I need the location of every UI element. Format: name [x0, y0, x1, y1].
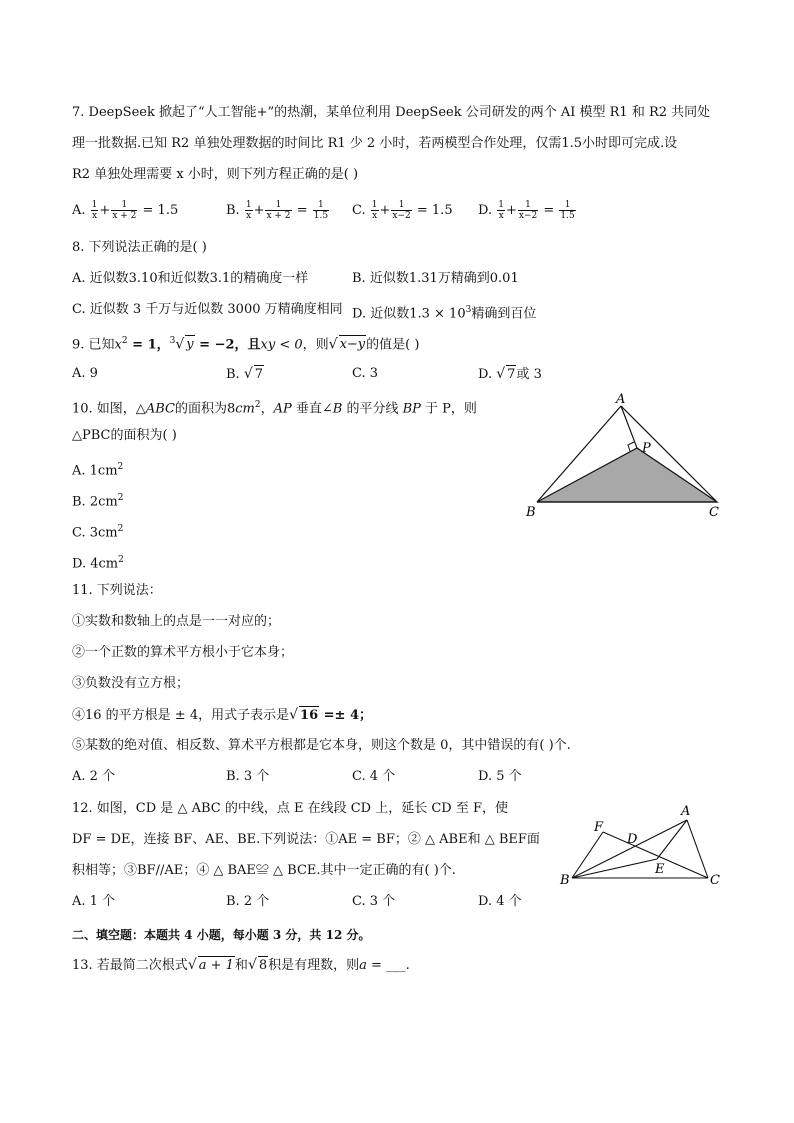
side-ac — [687, 820, 708, 878]
side-ab — [572, 820, 687, 878]
q11-option-c[interactable]: C. 4 个 — [352, 769, 396, 784]
label-d: D — [627, 832, 638, 847]
q8-option-c[interactable]: C. 近似数 3 千万与近似数 3000 万精确度相同 — [72, 302, 343, 317]
q9-option-d[interactable]: D. √ 7或 3 — [478, 366, 542, 382]
segment-ae — [657, 820, 687, 859]
q9-option-c[interactable]: C. 3 — [352, 366, 379, 381]
label-b: B — [560, 873, 570, 888]
label-a: A — [681, 804, 691, 819]
q12-option-b[interactable]: B. 2 个 — [226, 894, 270, 909]
q12-option-c[interactable]: C. 3 个 — [352, 894, 396, 909]
q10-option-a[interactable]: A. $1cm^2$ — [72, 462, 124, 479]
q7-option-b[interactable]: B. $\frac{1}{x}$ + $\frac{1}{x + 2}$ = $\frac{1}{1.5}$ — [226, 200, 329, 221]
q9-option-a[interactable]: A. 9 — [72, 366, 98, 381]
segment-bf — [572, 832, 603, 878]
label-e: E — [655, 862, 665, 877]
label-a: A — [616, 392, 626, 407]
q10-option-b[interactable]: B. $2cm^2$ — [72, 493, 124, 510]
q11-statement-5: ⑤某数的绝对值、相反数、算术平方根都是它本身，则这个数是 0，其中错误的有( )个. — [72, 738, 571, 753]
q11-option-a[interactable]: A. 2 个 — [72, 769, 116, 784]
q11-option-b[interactable]: B. 3 个 — [226, 769, 270, 784]
q12-option-d[interactable]: D. 4 个 — [478, 894, 522, 909]
q7-option-c[interactable]: C. $\frac{1}{x}$ + $\frac{1}{x-2}$ = 1.5 — [352, 200, 453, 221]
q11-statement-2: ②一个正数的算术平方根小于它本身； — [72, 645, 294, 660]
label-b: B — [526, 505, 536, 520]
q11-statement-3: ③负数没有立方根； — [72, 676, 190, 691]
q8-stem: 8. 下列说法正确的是( ) — [72, 240, 207, 255]
q11-stem: 11. 下列说法： — [72, 583, 162, 598]
q9-option-b[interactable]: B. √ 7 — [226, 366, 264, 382]
q10-triangle-figure — [520, 392, 750, 527]
q11-option-d[interactable]: D. 5 个 — [478, 769, 522, 784]
q7-line2: 理一批数据.已知 R2 单独处理数据的时间比 R1 少 2 小时，若两模型合作处理，仅需1.5小时即可完成.设 — [72, 136, 678, 151]
q12-line1: 12. 如图，CD 是 △ ABC 的中线，点 E 在线段 CD 上，延长 CD 至 F，使 — [72, 801, 509, 816]
q10-option-c[interactable]: C. $3cm^2$ — [72, 524, 124, 541]
q8-option-b[interactable]: B. 近似数1.31万精确到0.01 — [352, 271, 519, 286]
q8-option-d[interactable]: D. 近似数$1.3 \times 10^3$精确到百位 — [352, 305, 537, 322]
q12-triangle-figure — [555, 800, 730, 895]
q12-option-a[interactable]: A. 1 个 — [72, 894, 116, 909]
segment-ap — [621, 406, 637, 448]
q12-line3: 积相等；③BF//AE；④ △ BAE≌ △ BCE.其中一定正确的有( )个. — [72, 863, 456, 878]
label-c: C — [710, 873, 720, 888]
q7-option-d[interactable]: D. $\frac{1}{x}$ + $\frac{1}{x-2}$ = $\frac{1}{1.5}$ — [478, 200, 575, 221]
q7-line3: R2 单独处理需要 x 小时，则下列方程正确的是( ) — [72, 167, 359, 182]
q12-line2: DF = DE，连接 BF、AE、BE.下列说法：①AE = BF；② △ ABE和 △ BEF面 — [72, 832, 540, 847]
q7-option-a[interactable]: A. $\frac{1}{x}$ + $\frac{1}{x + 2}$ = 1.5 — [72, 200, 179, 221]
segment-be — [572, 859, 657, 878]
section-2-heading: 二、填空题：本题共 4 小题，每小题 3 分，共 12 分。 — [72, 928, 371, 942]
label-c: C — [709, 505, 719, 520]
label-p: P — [642, 441, 651, 456]
q9-stem: 9. 已知$x^2 = 1$，$^3$√ y = −2，且xy < 0，则√ x−y的值是( ) — [72, 336, 420, 353]
q10-line2: △PBC的面积为( ) — [72, 428, 177, 443]
q11-statement-4: ④16 的平方根是 ± 4，用式子表示是√ 16 =± 4； — [72, 707, 373, 723]
q10-option-d[interactable]: D. $4cm^2$ — [72, 555, 124, 572]
q10-line1: 10. 如图，△ABC的面积为$8cm^2$，AP 垂直∠B 的平分线 BP 于 P，则 — [72, 400, 477, 417]
label-f: F — [594, 820, 604, 835]
q11-statement-1: ①实数和数轴上的点是一一对应的； — [72, 614, 281, 629]
q8-option-a[interactable]: A. 近似数3.10和近似数3.1的精确度一样 — [72, 271, 309, 286]
q7-line1: 7. DeepSeek 掀起了“人工智能+”的热潮，某单位利用 DeepSeek 公司研发的两个 AI 模型 R1 和 R2 共同处 — [72, 105, 711, 120]
q13-stem: 13. 若最简二次根式√ a + 1和√ 8积是有理数，则a = ___. — [72, 957, 410, 973]
